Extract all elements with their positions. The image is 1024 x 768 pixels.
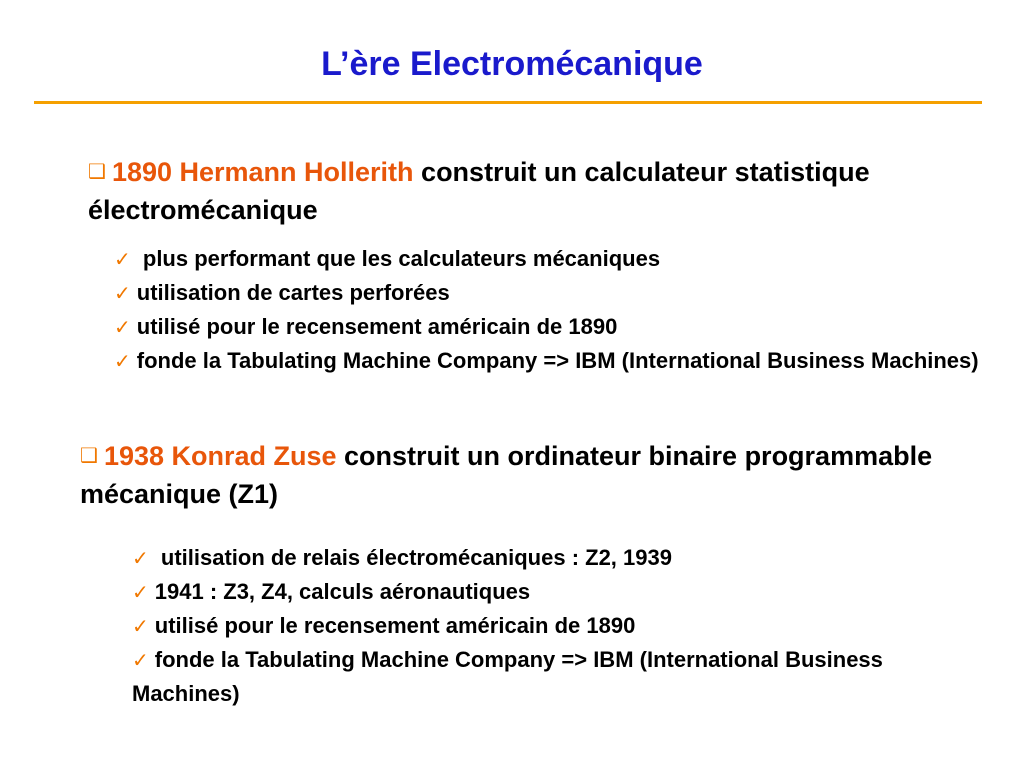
section-year-name: 1890 Hermann Hollerith	[111, 157, 414, 187]
section-description: construit un ordinateur binaire programmable mécanique (Z1)	[80, 441, 933, 509]
checkmark-icon: ✓	[132, 546, 149, 570]
checkmark-icon: ✓	[132, 580, 149, 604]
list-item	[132, 575, 992, 609]
slide-title: L’ère Electromécanique	[321, 45, 703, 83]
item-text: fonde la Tabulating Machine Company => IBM (International Business Machines)	[136, 348, 979, 373]
list-item	[132, 643, 992, 711]
item-list	[114, 242, 984, 378]
section-hollerith	[88, 152, 968, 229]
section-hollerith-items	[114, 242, 984, 378]
section-heading	[88, 152, 968, 229]
item-text: utilisation de cartes perforées	[136, 280, 450, 305]
item-text: fonde la Tabulating Machine Company => IBM (International Business Machines)	[132, 647, 883, 706]
section-zuse	[80, 436, 960, 513]
section-year-name: 1938 Konrad Zuse	[103, 441, 337, 471]
checkmark-icon: ✓	[114, 349, 131, 373]
list-item	[132, 609, 992, 643]
list-item	[114, 310, 984, 344]
list-item	[114, 344, 984, 378]
title-divider	[34, 101, 982, 104]
item-text: utilisation de relais électromécaniques : Z2, 1939	[154, 545, 672, 570]
item-text: utilisé pour le recensement américain de 1890	[136, 314, 618, 339]
checkmark-icon: ✓	[132, 648, 149, 672]
checkmark-icon: ✓	[114, 247, 131, 271]
item-list	[132, 541, 992, 711]
section-heading	[80, 436, 960, 513]
item-text: utilisé pour le recensement américain de 1890	[154, 613, 636, 638]
item-text: plus performant que les calculateurs mécaniques	[136, 246, 661, 271]
item-text: 1941 : Z3, Z4, calculs aéronautiques	[154, 579, 531, 604]
section-zuse-items	[132, 541, 992, 711]
section-description: construit un calculateur statistique électromécanique	[88, 157, 870, 225]
checkmark-icon: ✓	[114, 281, 131, 305]
list-item	[132, 541, 992, 575]
checkmark-icon: ✓	[114, 315, 131, 339]
checkmark-icon: ✓	[132, 614, 149, 638]
q-box-icon: ❑	[80, 443, 98, 467]
list-item	[114, 276, 984, 310]
list-item	[114, 242, 984, 276]
q-box-icon: ❑	[88, 159, 106, 183]
